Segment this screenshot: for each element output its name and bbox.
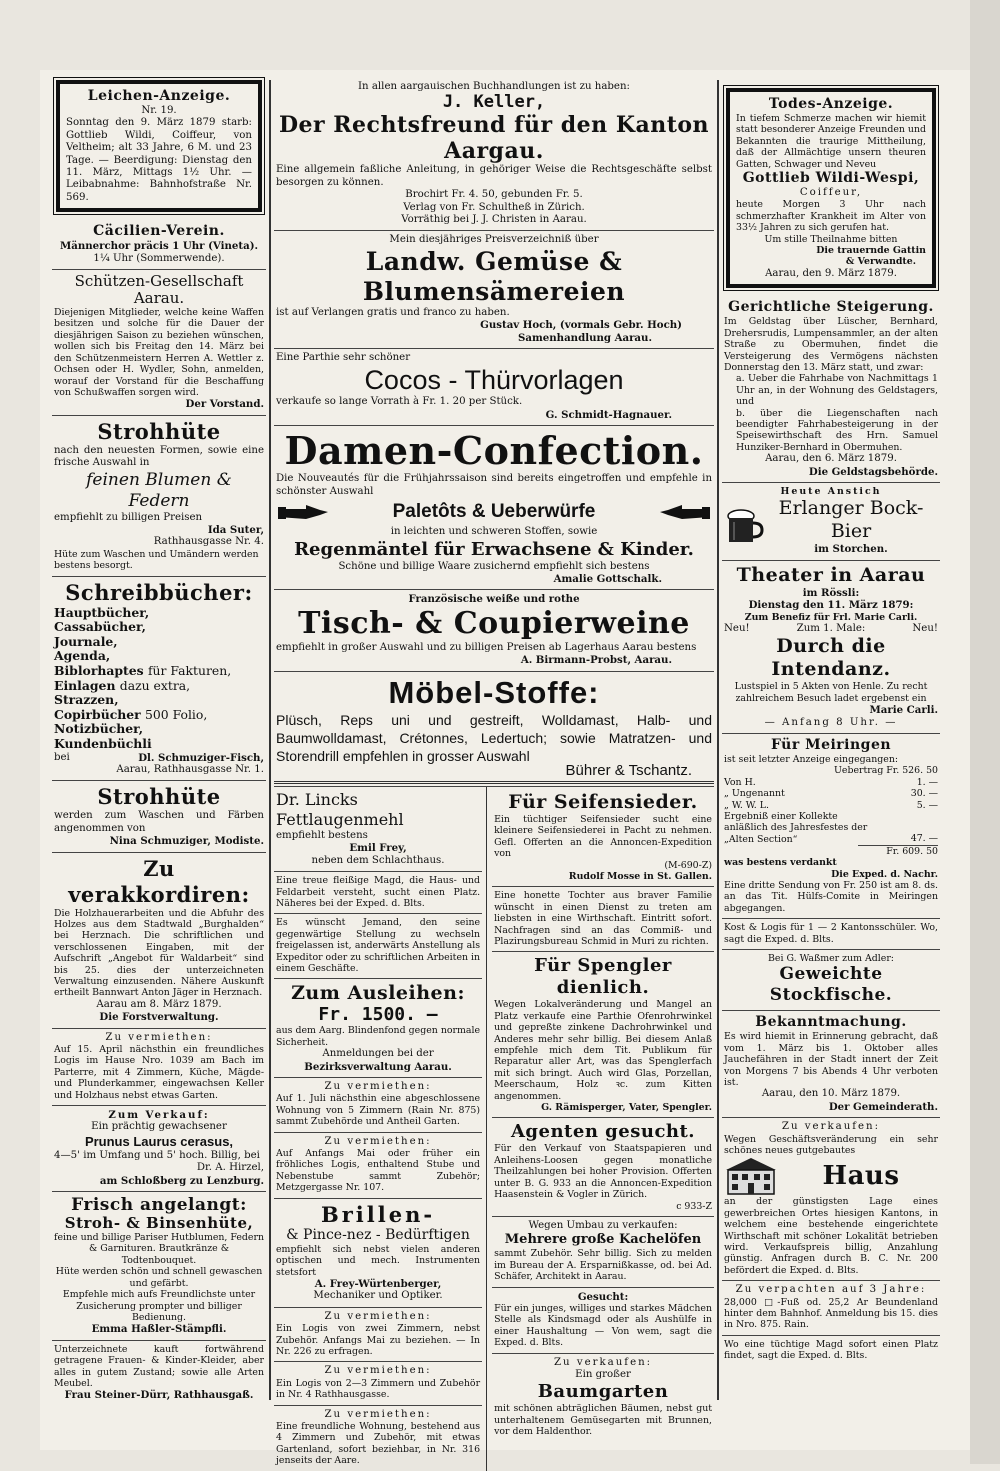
bock-sign: im Storchen. — [814, 543, 888, 556]
ausleihen-title: Zum Ausleihen: — [291, 982, 465, 1005]
theater-title: Theater in Aarau — [736, 563, 926, 586]
keller-author: J. Keller, — [442, 92, 546, 113]
todes-name: Gottlieb Wildi-Wespi, — [742, 170, 920, 187]
expeditor-ad: Es wünscht Jemand, den seine gegenwärtige Stellung zu wechseln freigelassen ist, anderwärts Anstellung als Expeditor oder zu schriftlichen Arbeiten in einem Geschäfte. — [274, 914, 482, 979]
column-rule-2 — [717, 80, 719, 1400]
haus-intro: Zu verkaufen: — [781, 1121, 881, 1133]
wein-body: empfiehlt in großer Auswahl und zu billigen Preisen ab Lagerhaus Aarau bestens — [276, 641, 697, 653]
vermieten-ad-1 — [52, 1029, 266, 1106]
meiringen-ergebnis-val: 47. — — [910, 833, 938, 845]
todes-anzeige — [726, 88, 936, 288]
todes-body: In tiefem Schmerze machen wir hiemit statt besonderer Anzeige Freunden und Bekannten die traurige Mittheilung, daß der Allmächtige unsern theuren Gatten, Schwager und Neveu — [736, 113, 926, 170]
theater-date: Dienstag den 11. März 1879: — [748, 599, 914, 612]
theater-neu-1: Neu! — [724, 623, 750, 634]
damen-body-2: Schöne und billige Waare zusichernd empfiehlt sich bestens — [338, 560, 650, 572]
kachel-intro: Wegen Umbau zu verkaufen: — [528, 1219, 678, 1231]
verakk-sign: Die Forstverwaltung. — [99, 1011, 219, 1024]
meiringen-row: „ W. W. L. 5. — — [724, 799, 938, 811]
strohhuete-ad-1 — [52, 416, 266, 577]
schreib-bei: bei — [54, 751, 70, 763]
strohhuete-title-2: Strohhüte — [97, 784, 221, 810]
verm2-title: Zu vermiethen: — [324, 1081, 432, 1093]
ausleihen-amount: Fr. 1500. — — [318, 1004, 438, 1026]
vermieten-ad-2 — [274, 1078, 482, 1133]
strohhuete2-body: werden zum Waschen und Färben angenommen von — [54, 810, 264, 834]
gericht-a: a. Ueber die Fahrhabe von Nachmittags 1 Uhr an, in der Wohnung des Geldstagers, und — [736, 373, 938, 408]
moebel-sign: Bührer & Tschantz. — [565, 761, 692, 779]
middle-subcolumn-right — [487, 787, 714, 1471]
spengler-sign: G. Rämisperger, Vater, Spengler. — [541, 1102, 712, 1114]
gericht-date: Aarau, den 6. März 1879. — [765, 453, 897, 465]
frisch-ad — [52, 1192, 266, 1341]
verkauf1-title: Zum Verkauf: — [108, 1109, 210, 1122]
schuetzen-body: Diejenigen Mitglieder, welche keine Waffen besitzen und solche für die Dauer der diesjährigen Saison zu beziehen wünschen, wollen sich bis Freitag den 14. März bei den Schützenmeistern Herren A. Wettler z. Ochsen oder H. Wydler, Sohn, anmelden, worauf der Vorstand für die Beschaffung von Schußwaffen sorgen wird. — [54, 307, 264, 398]
moebel-title: Möbel-Stoffe: — [388, 674, 600, 710]
strohhuete-ad-2 — [52, 781, 266, 852]
beer-mug-icon — [724, 508, 764, 546]
gericht-sign: Die Geldstagsbehörde. — [808, 465, 938, 478]
schreib-biblo: Biblorhaptes — [54, 662, 144, 678]
todes-sign-1: Die trauernde Gattin — [816, 245, 926, 257]
kost-logis-ad: Kost & Logis für 1 — 2 Kantonsschüler. Wo, sagt die Exped. d. Blts. — [722, 919, 940, 950]
schreib-item: Hauptbücher, — [54, 604, 150, 620]
gericht-title: Gerichtliche Steigerung. — [728, 299, 934, 316]
strohhuete-body-3: Hüte zum Waschen und Umändern werden bestens besorgt. — [54, 548, 259, 572]
verm5-title: Zu vermiethen: — [324, 1365, 432, 1377]
kachel-body: sammt Zubehör. Sehr billig. Sich zu melden im Bureau der A. Ersparnißkasse, od. bei Ad. Schäfer, Architekt in Aarau. — [494, 1248, 712, 1283]
leichen-title: Leichen-Anzeige. — [87, 88, 231, 104]
schreib-copir: Copirbücher — [54, 706, 141, 722]
strohhuete-body-1: nach den neuesten Formen, sowie eine frische Auswahl in — [54, 444, 264, 469]
hoch-title: Landw. Gemüse & Blumensämereien — [362, 246, 626, 306]
bekannt-body: Es wird hiemit in Erinnerung gebracht, daß vom 1. März bis 1. Oktober alles Jauchefähren in der Stadt innert der Zeit von Morgens 7 bis Abends 4 Uhr verboten ist. — [724, 1031, 938, 1088]
bekannt-date: Aarau, den 10. März 1879. — [761, 1088, 901, 1100]
verm4-title: Zu vermiethen: — [324, 1310, 432, 1322]
gesucht-ad — [492, 1288, 714, 1354]
pointing-hand-left-icon — [658, 501, 712, 523]
todes-date: Aarau, den 9. März 1879. — [765, 267, 897, 279]
gericht-b: b. über die Liegenschaften nach beendigter Fahrhabesteigerung in der Speisewirthschaft des Hrn. Samuel Hunziker-Bernhard in Obermuhen. — [736, 407, 938, 453]
schreib-strazzen: Strazzen, — [54, 692, 119, 708]
fett-sign-1: Emil Frey, — [349, 842, 407, 855]
frisch-title-2: Stroh- & Binsenhüte, — [64, 1214, 254, 1233]
cocos-body: verkaufe so lange Vorrath à Fr. 1. 20 per Stück. — [276, 396, 523, 408]
keller-title: Der Rechtsfreund für den Kanton Aargau. — [278, 112, 710, 165]
haus-body: Wegen Geschäftsveränderung ein sehr schönes neues gutgebautes — [724, 1133, 938, 1156]
magd-ad: Eine treue fleißige Magd, die Haus- und Feldarbeit versteht, sucht einen Platz. Näheres bei der Exped. d. Blts. — [274, 872, 482, 914]
ausleihen-sign: Bezirksverwaltung Aarau. — [304, 1060, 452, 1073]
schreib-biblo-rest: für Fakturen, — [147, 662, 232, 678]
page-edge — [970, 0, 1000, 1464]
frisch-sign: Emma Haßler-Stämpfli. — [91, 1323, 227, 1336]
vermieten-ad-3 — [274, 1133, 482, 1199]
todes-prof: Coiffeur, — [799, 187, 863, 199]
schreibbuecher-ad — [52, 577, 266, 782]
cocos-title: Cocos - Thürvorlagen — [364, 365, 624, 396]
stockfische-title: Geweichte Stockfische. — [769, 964, 893, 1006]
meiringen-title: Für Meiringen — [770, 737, 892, 754]
damen-body: Die Nouveautés für die Frühjahrssaison sind bereits eingetroffen und empfehle in schönster Auswahl — [276, 473, 712, 497]
keller-body: Eine allgemein faßliche Anleitung, in gehöriger Weise die Rechtsgeschäfte selbst besorgen zu können. — [276, 164, 712, 188]
theater-loc: im Rössli: — [802, 586, 860, 599]
wein-ad — [274, 590, 714, 671]
schreib-item: Cassabücher, — [54, 619, 146, 635]
brillen-ad — [274, 1199, 482, 1308]
schuetzen-ad — [52, 270, 266, 416]
strohhuete-script: feinen Blumen & Federn — [86, 469, 232, 511]
verkauf1-body: 4—5' im Umfang und 5' hoch. Billig, bei — [54, 1149, 260, 1161]
seifen-title: Für Seifensieder. — [508, 790, 698, 813]
spengler-title: Für Spengler dienlich. — [534, 955, 672, 999]
brillen-title: Brillen- — [320, 1201, 436, 1227]
verakk-date: Aarau am 8. März 1879. — [96, 998, 222, 1010]
kachel-title: Mehrere große Kachelöfen — [504, 1232, 702, 1248]
spengler-body: Wegen Lokalveränderung und Mangel an Platz verkaufe eine Parthie Ofenrohrwinkel und gepreßte zinkene Dachrohrwinkel und Anderes mehr sehr billig. Bei diesem Anlaß empfehle mich dem Tit. Publikum für Reparatur aller Art, was das Spenglerfach mit sich bringt. Auch wird Glas, Porzellan, Meerschaum, Holz ꝛc. zum Kitten angenommen. — [494, 999, 712, 1102]
verkauf1-sign-1: Dr. A. Hirzel, — [196, 1162, 264, 1174]
verpacht-title: Zu verpachten auf 3 Jahre: — [735, 1284, 927, 1296]
hoch-ad — [274, 231, 714, 349]
leichen-nr: Nr. 19. — [141, 105, 177, 116]
todes-body-3: Um stille Theilnahme bitten — [764, 233, 898, 245]
baum-body: mit schönen abträglichen Bäumen, nebst gut unterhaltenem Gemüsegarten mit Brunnen, vor dem Haldenthor. — [494, 1403, 712, 1438]
baum-title: Baumgarten — [537, 1381, 669, 1403]
tochter-ad: Eine honette Tochter aus braver Familie wünscht in einen Dienst zu treten am liebsten in eine Wirthschaft. Eintritt sofort. Nachfragen sind an das Commiß- und Plazirungsbureau Schmid in Muri zu richten. — [492, 887, 714, 952]
todes-body-2: heute Morgen 3 Uhr nach schmerzhafter Krankheit im Alter von 33½ Jahren zu sich gerufen hat. — [736, 199, 926, 234]
schreib-notiz: Notizbücher, — [54, 721, 144, 737]
frisch-body-3: Empfehle mich aufs Freundlichste unter Zusicherung prompter und billiger Bedienung. — [62, 1289, 256, 1323]
caecilien-line1: Männerchor präcis 1 Uhr (Vineta). — [59, 240, 259, 253]
middle-subcolumn-left — [274, 787, 487, 1471]
leichen-anzeige — [56, 80, 262, 212]
verm3-title: Zu vermiethen: — [324, 1135, 432, 1147]
caecilien-ad — [52, 220, 266, 270]
hoch-body: ist auf Verlangen gratis und franco zu haben. — [276, 306, 510, 318]
meiringen-body: ist seit letzter Anzeige eingegangen: — [724, 754, 899, 766]
meiringen-row: „ Ungenannt 30. — — [724, 788, 938, 800]
cocos-sign: G. Schmidt-Hagnauer. — [545, 408, 672, 421]
todes-sign-2: & Verwandte. — [845, 256, 916, 268]
leichen-body: Sonntag den 9. März 1879 starb: Gottlieb Wildi, Coiffeur, von Veltheim; alt 33 Jahre, 6 M. und 23 Tage. — Beerdigung: Dienstag den 11. März, Mittags 1½ Uhr. — Leibabnahme: Bahnhofstraße Nr. 569. — [66, 117, 252, 203]
wein-title: Tisch- & Coupierweine — [298, 605, 690, 641]
kacheloefen-ad — [492, 1217, 714, 1288]
gesucht-title: Gesucht: — [577, 1290, 629, 1303]
schreib-item: Agenda, — [54, 648, 111, 664]
damen-title: Damen-Confection. — [284, 428, 704, 474]
verm6-title: Zu vermiethen: — [324, 1408, 432, 1420]
verkauf-ad-1 — [52, 1106, 266, 1192]
schuetzen-title: Schützen-Gesellschaft Aarau. — [74, 272, 244, 308]
vermieten-ad-5 — [274, 1362, 482, 1405]
column-rule-1 — [269, 80, 271, 1400]
keller-price: Brochirt Fr. 4. 50, gebunden Fr. 5. — [405, 189, 583, 201]
meiringen-ad — [722, 734, 940, 919]
cocos-ad — [274, 349, 714, 426]
damen-confection-ad — [274, 426, 714, 590]
schreib-kunden: Kundenbüchli — [54, 735, 152, 751]
theater-sign: Marie Carli. — [869, 704, 938, 717]
agenten-title: Agenten gesucht. — [510, 1121, 696, 1143]
column-right — [722, 78, 940, 1366]
verkauf1-line1: Ein prächtig gewachsener — [91, 1121, 227, 1133]
vermieten-ad-4 — [274, 1308, 482, 1363]
schreib-sign-2: Aarau, Rathhausgasse Nr. 1. — [116, 763, 264, 775]
magd-gesucht-ad: Wo eine tüchtige Magd sofort einen Platz findet, sagt die Exped. d. Blts. — [724, 1338, 938, 1362]
moebel-body: Plüsch, Reps uni und gestreift, Wolldamast, Halb- und Baumwolldamast, Crétonnes, Ledertuch; sowie Matratzen- und Storendrill empfehlen in grosser Auswahl — [276, 711, 712, 764]
schuetzen-sign: Der Vorstand. — [185, 398, 264, 411]
fett-body: empfiehlt bestens — [276, 829, 368, 841]
gericht-body: Im Geldstag über Lüscher, Bernhard, Drehersrudis, Lumpensammler, an der alten Straße zu Obermuhen, findet die Versteigerung des Vermögens nächsten Donnerstag den 13. März statt, und zwar: — [724, 316, 938, 373]
theater-first: Zum 1. Male: — [796, 623, 866, 634]
strohhuete-title-1: Strohhüte — [97, 418, 221, 444]
pointing-hand-right-icon — [276, 501, 330, 523]
brillen-title-2: & Pince-nez - Bedürftigen — [286, 1226, 470, 1243]
meiringen-ergebnis: Ergebniß einer Kollekte anläßlich des Jahresfestes der „Alten Section“ — [724, 811, 868, 845]
cocos-intro: Eine Parthie sehr schöner — [276, 352, 411, 364]
keller-stock: Vorräthig bei J. J. Christen in Aarau. — [401, 214, 587, 226]
damen-sub: in leichten und schweren Stoffen, sowie — [390, 526, 598, 538]
gesucht-body: Für ein junges, williges und starkes Mädchen Stelle als Kindsmagd oder als Aushülfe in einer Haushaltung — Von wem, sagt die Exped. d. Blts. — [494, 1302, 712, 1349]
verkauf1-plant: Prunus Laurus cerasus, — [84, 1133, 234, 1149]
frisch-title: Frisch angelangt: — [71, 1195, 247, 1216]
damen-sign: Amalie Gottschalk. — [553, 572, 662, 585]
vermieten1-title: Zu vermiethen: — [105, 1031, 213, 1043]
seifen-body: Ein tüchtiger Seifensieder sucht eine kleinere Seifensiederei in Pacht zu nehmen. Gefl. Offerten an die Annoncen-Expedition von — [494, 813, 712, 860]
meiringen-sign: Die Exped. d. Nachr. — [831, 868, 938, 880]
theater-time: — Anfang 8 Uhr. — — [764, 716, 898, 728]
brillen-sign-2: Mechaniker und Optiker. — [313, 1290, 443, 1302]
wein-intro: Französische weiße und rothe — [408, 593, 580, 606]
hoch-sign-1: Gustav Hoch, (vormals Gebr. Hoch) — [480, 319, 682, 332]
frisch-body: feine und billige Pariser Hutblumen, Federn & Garnituren. Brautkränze & Todtenbouquet. — [54, 1232, 265, 1266]
bock-intro: Heute Anstich — [780, 485, 882, 497]
damen-regen: Regenmäntel für Erwachsene & Kinder. — [294, 538, 694, 560]
schreib-einlagen-rest: dazu extra, — [119, 677, 191, 693]
meiringen-body-2: Eine dritte Sendung von Fr. 250 ist am 8. ds. an das Tit. Hülfs-Comite in Meiringen abgegangen. — [724, 879, 938, 914]
hoch-intro: Mein diesjähriges Preisverzeichniß über — [389, 234, 599, 246]
column-middle — [274, 78, 714, 1471]
meiringen-total: Fr. 609. 50 — [858, 845, 938, 857]
schreib-einlagen: Einlagen — [54, 677, 116, 693]
stockfische-ad — [722, 950, 940, 1011]
keller-intro: In allen aargauischen Buchhandlungen ist zu haben: — [358, 81, 630, 92]
haus-title: Haus — [822, 1161, 900, 1192]
verpacht-body: 28,000 □-Fuß od. 25,2 Ar Beundenland hinter dem Bahnhof. Anmeldung bis 15. dies in Nro. 875. Rain. — [724, 1296, 938, 1331]
bekannt-title: Bekanntmachung. — [755, 1014, 907, 1031]
verkauf1-sign-2: am Schloßberg zu Lenzburg. — [99, 1174, 264, 1187]
fettlaugenmehl-ad — [274, 787, 482, 872]
strohhuete-sign-2: Rathhausgasse Nr. 4. — [153, 536, 264, 548]
agenten-body: Für den Verkauf von Staatspapieren und Anleihens-Loosen gegen monatliche Theilzahlungen bei hoher Provision. Offerten unter B. G. 933 an die Annoncen-Expedition Haasenstein & Vogler in Zürich. — [494, 1143, 712, 1201]
column-left — [52, 78, 266, 1406]
schreib-copir-rest: 500 Folio, — [145, 706, 208, 722]
brillen-body: empfiehlt sich nebst vielen anderen optischen und mech. Instrumenten stetsfort — [276, 1243, 481, 1278]
moebel-stoffe-ad — [274, 672, 714, 784]
frauen-body: Unterzeichnete kauft fortwährend getragene Frauen- & Kinder-Kleider, aber alles in gutem Zustand; sowie alle Arten Meubel. — [54, 1343, 264, 1389]
keller-ad — [274, 78, 714, 231]
caecilien-line2: 1¼ Uhr (Sommerwende). — [93, 252, 225, 264]
baum-intro-2: Ein großer — [575, 1368, 631, 1380]
spengler-ad — [492, 952, 714, 1118]
ausleihen-body: aus dem Aarg. Blindenfond gegen normale Sicherheit. — [276, 1025, 481, 1048]
verakkordiren-ad — [52, 853, 266, 1029]
meiringen-uebertrag: Uebertrag Fr. 526. 50 — [834, 765, 938, 777]
schreib-title: Schreibbücher: — [65, 579, 253, 605]
keller-publisher: Verlag von Fr. Schultheß in Zürich. — [403, 201, 585, 213]
theater-body: Lustspiel in 5 Akten von Henle. Zu recht zahlreichem Besuch ladet ergebenst ein — [734, 681, 928, 704]
vermieten1-body: Auf 15. April nächsthin ein freundliches Logis im Hause Nro. 1039 am Bach im Parterre, mit 4 Zimmern, Küche, Mägde- und Plunderkammer, eingewachsen Keller und Holzhaus nebst etwas Garten. — [54, 1044, 264, 1101]
seifen-code: (M-690-Z) — [664, 859, 712, 871]
seifensieder-ad — [492, 787, 714, 887]
theater-ad — [722, 561, 940, 734]
bock-title: Erlanger Bock-Bier — [778, 497, 924, 543]
verm4-body: Ein Logis von zwei Zimmern, nebst Zubehör. Anfangs Mai zu beziehen. — In Nr. 226 zu erfragen. — [276, 1323, 481, 1357]
haus-body-2: an der günstigsten Lage eines gewerbreichen Ortes hiesigen Kantons, in welchem eine bestehende eingerichtete Wirthschaft mit schöner Lokalität betrieben wird. Verkaufspreis billig, Anzahlung günstig. Anfragen durch B. C. Nr. 200 befördert die Exped. d. Blts. — [724, 1196, 938, 1276]
caecilien-title: Cäcilien-Verein. — [93, 223, 225, 240]
bekanntmachung-ad — [722, 1011, 940, 1118]
vermieten-ad-6 — [274, 1406, 482, 1471]
ausleihen-body-2: Anmeldungen bei der — [322, 1048, 434, 1060]
frauen-sign: Frau Steiner-Dürr, Rathhausgaß. — [64, 1389, 254, 1402]
wein-sign: A. Birmann-Probst, Aarau. — [520, 654, 672, 667]
theater-neu-2: Neu! — [912, 623, 938, 634]
hoch-sign-2: Samenhandlung Aarau. — [518, 331, 652, 344]
wassmer-line: Bei G. Waßmer zum Adler: — [768, 952, 894, 964]
bock-bier-ad — [722, 483, 940, 561]
fett-sign-2: neben dem Schlachthaus. — [311, 854, 445, 866]
verakk-title: Zu verakkordiren: — [68, 855, 250, 907]
verakk-body: Die Holzhauerarbeiten und die Abfuhr des Holzes aus dem Stadtwald „Burghalden“ bei Herznach. Die schriftlichen und verschlossenen Eingaben, mit der Aufschrift „Angebot für Waldarbeit“ sind bis 25. dies der unterzeichneten Verwaltung einzusenden. Nähere Auskunft ertheilt Bannwart Anton Jäger in Herznach. — [54, 907, 264, 999]
haus-ad — [722, 1118, 940, 1281]
schreib-item: Journale, — [54, 633, 118, 649]
brillen-sign-1: A. Frey-Würtenberger, — [314, 1277, 442, 1290]
agenten-code: c 933-Z — [676, 1200, 712, 1212]
ausleihen-ad — [274, 979, 482, 1078]
verm2-body: Auf 1. Juli nächsthin eine abgeschlossene Wohnung von 5 Zimmern (Rain Nr. 875) sammt Zubehörde und Antheil Garten. — [276, 1093, 481, 1128]
strohhuete-body-2: empfiehlt zu billigen Preisen — [54, 511, 203, 523]
meiringen-thanks: was bestens verdankt — [724, 857, 837, 869]
strohhuete-sign-1: Ida Suter, — [207, 523, 264, 536]
fett-title: Dr. Lincks Fettlaugenmehl — [276, 789, 404, 829]
theater-benefit: Zum Benefiz für Frl. Marie Carli. — [744, 611, 918, 623]
theater-play: Durch die Intendanz. — [771, 635, 891, 681]
verm6-body: Eine freundliche Wohnung, bestehend aus 4 Zimmern und Zubehör, mit etwas Gartenland, sofort beziehbar, in Nr. 316 jenseits der Aare. — [276, 1420, 481, 1467]
schreib-sign-1: Dl. Schmuziger-Fisch, — [138, 751, 264, 764]
baum-intro: Zu verkaufen: — [553, 1356, 653, 1368]
meiringen-row: Von H. 1. — — [724, 776, 938, 788]
seifen-sign: Rudolf Mosse in St. Gallen. — [568, 870, 712, 882]
verpachten-ad — [722, 1281, 940, 1336]
agenten-ad — [492, 1118, 714, 1216]
verm3-body: Auf Anfangs Mai oder früher ein fröhliches Logis, enthaltend Stube und Nebenstube sammt Zubehör; Metzgergasse Nr. 107. — [276, 1148, 481, 1194]
baumgarten-ad — [492, 1354, 714, 1442]
verm5-body: Ein Logis von 2—3 Zimmern und Zubehör in Nr. 4 Rathhausgasse. — [276, 1377, 481, 1401]
gerichtliche-steigerung-ad — [722, 296, 940, 483]
frisch-body-2: Hüte werden schön und schnell gewaschen und gefärbt. — [55, 1266, 263, 1289]
strohhuete2-sign: Nina Schmuziger, Modiste. — [109, 835, 264, 848]
house-icon — [724, 1156, 778, 1196]
frauen-ad — [52, 1341, 266, 1406]
damen-paletots: Paletôts & Ueberwürfe — [392, 500, 596, 522]
bekannt-sign: Der Gemeinderath. — [828, 1100, 938, 1113]
todes-title: Todes-Anzeige. — [768, 96, 894, 112]
